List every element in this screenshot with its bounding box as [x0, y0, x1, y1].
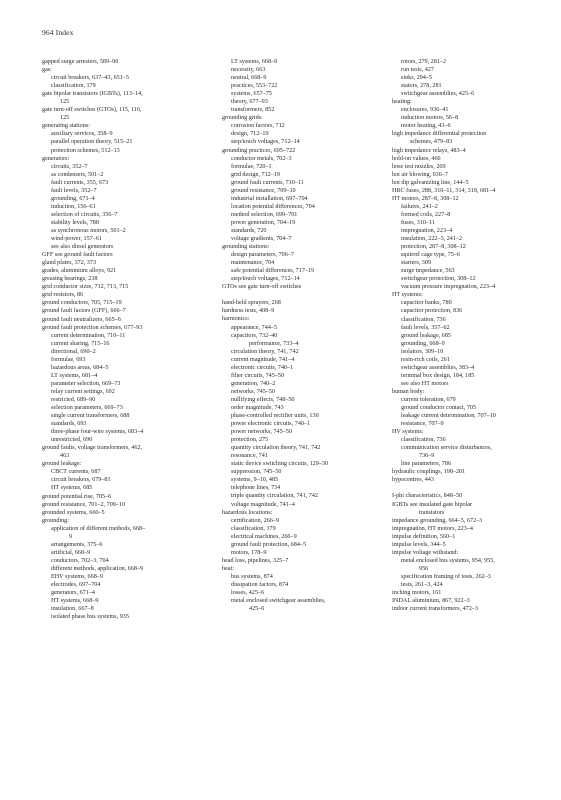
index-subentry: stators, 278, 281: [401, 83, 442, 90]
index-subentry: protection, 287–8, 308–12: [401, 244, 466, 251]
index-subentry: step/touch voltages, 712–14: [231, 276, 300, 283]
index-subentry: losses, 425–6: [231, 590, 265, 597]
index-entry: GFF see ground fault factors: [42, 252, 113, 259]
index-entry: human body:: [392, 388, 425, 395]
index-subentry: design parameters, 706–7: [231, 252, 294, 259]
index-subentry: arrangements, 375–6: [51, 541, 103, 548]
index-subentry: 125: [60, 99, 70, 106]
index-subentry: restricted, 689–90: [51, 396, 96, 403]
index-subentry: systems, 657–75: [231, 91, 272, 98]
index-entry: grounding grids:: [222, 115, 263, 122]
index-subentry: protection schemes, 512–13: [51, 147, 120, 154]
index-subentry: corrosion factors, 712: [231, 123, 285, 130]
index-entry: ground potential rise, 705–6: [42, 493, 112, 500]
index-subentry: fault levels, 357–62: [401, 324, 450, 331]
index-subentry: voltage gradients, 704–7: [231, 236, 292, 243]
index-subentry: specification framing of tests, 262–3: [401, 573, 491, 580]
page-number: 964: [42, 28, 54, 37]
index-entry: high impedance relays, 483–4: [392, 147, 466, 154]
index-subentry: vacuum pressure impregnation, 223–4: [401, 284, 496, 291]
index-subentry: grounding, 668–9: [401, 340, 445, 347]
index-subentry: tests, 261–3, 424: [401, 582, 443, 588]
index-subentry: suppression, 745–50: [231, 469, 282, 476]
index-subentry: leakage current determination, 707–10: [401, 413, 496, 420]
index-subentry: classification, 736: [401, 316, 446, 323]
index-subentry: transformers, 852: [231, 107, 275, 114]
index-subentry: 425–6: [249, 606, 265, 613]
index-subentry: step/touch voltages, 712–14: [231, 139, 300, 146]
index-subentry: grounding, 671–4: [51, 195, 95, 202]
index-subentry: circuits, 352–7: [51, 163, 88, 170]
index-entry: IGBTs see insulated gate bipolar: [392, 501, 473, 508]
index-subentry: generators, 671–4: [51, 590, 95, 597]
index-subentry: filter circuits, 745–50: [231, 372, 285, 379]
index-subentry: 736–9: [419, 453, 435, 460]
index-subentry: current magnitude, 741–4: [231, 356, 295, 363]
index-entry: grounding practices, 695–722: [222, 147, 296, 154]
index-subentry: CBCT currents, 687: [51, 469, 101, 476]
letter-gap: [392, 484, 542, 492]
index-subentry: ground resistance, 709–10: [231, 187, 296, 194]
index-subentry: 9: [69, 533, 73, 540]
index-entry: HV systems:: [392, 429, 424, 436]
index-subentry: switchgear assemblies, 425–6: [401, 91, 475, 98]
index-subentry: isolated phase bus systems, 935: [51, 614, 129, 621]
index-subentry: performance, 733–4: [249, 340, 299, 347]
index-subentry: order magnitude, 743: [231, 404, 284, 411]
index-subentry: wind-power, 157–61: [51, 236, 102, 243]
index-subentry: failures, 241–2: [401, 203, 438, 210]
index-subentry: motors, 178–9: [231, 549, 267, 556]
index-subentry: parallel operation theory, 515–21: [51, 139, 133, 146]
index-entry: heating:: [392, 99, 412, 106]
index-subentry: LT systems, 681–4: [51, 372, 98, 379]
index-subentry: hazardous areas, 684–5: [51, 364, 109, 371]
index-subentry: current determination, 710–11: [51, 332, 126, 339]
index-subentry: rotors, 279, 281–2: [401, 59, 447, 65]
index-subentry: HT systems, 668–9: [51, 598, 99, 605]
index-subentry: classification, 179: [231, 525, 276, 532]
index-subentry: stability levels, 788: [51, 219, 99, 226]
index-entry: heat:: [222, 565, 234, 572]
index-entry: impedance grounding, 664–5, 672–3: [392, 517, 483, 524]
index-subentry: see also diesel generators: [51, 244, 114, 251]
index-entry: high impedance differential protection: [392, 131, 487, 138]
index-subentry: communication service disturbances,: [401, 445, 492, 452]
index-subentry: circulation theory, 741, 742: [231, 348, 299, 355]
index-subentry: dissipation factors, 874: [231, 582, 289, 588]
index-subentry: electronic circuits, 740–1: [231, 364, 294, 371]
index-entry: grounding:: [42, 517, 69, 524]
index-subentry: networks, 745–50: [231, 388, 276, 395]
index-subentry: see also HT motors: [401, 380, 449, 387]
index-entry: I-phi characteristics, 848–50: [392, 493, 463, 500]
index-entry: HRC fuses, 288, 310–11, 314, 318, 681–4: [392, 187, 496, 194]
index-subentry: schemes, 479–83: [410, 139, 453, 146]
index-heading: Index: [55, 28, 74, 37]
index-entry: indoor current transformers, 472–3: [392, 606, 478, 613]
index-subentry: motor heating, 43–6: [401, 123, 451, 130]
index-subentry: as synchronous motors, 501–2: [51, 227, 126, 234]
index-subentry: systems, 9–10, 485: [231, 477, 279, 484]
index-entry: ground conductors, 705, 715–19: [42, 300, 122, 307]
index-entry: impulse definition, 560–1: [392, 533, 456, 540]
letter-gap: [222, 291, 390, 299]
index-subentry: LT systems, 668–9: [231, 59, 278, 65]
index-entry: head loss, pipelines, 325–7: [222, 557, 289, 564]
index-subentry: location potential differences, 704: [231, 203, 315, 210]
index-subentry: EHV systems, 668–9: [51, 574, 103, 580]
index-subentry: certification, 266–9: [231, 517, 280, 524]
index-subentry: generation, 740–2: [231, 380, 276, 387]
index-subentry: insulation, 667–8: [51, 606, 94, 613]
index-subentry: formulae, 693: [51, 356, 86, 363]
index-subentry: parameter selection, 669–73: [51, 380, 121, 387]
index-subentry: relay current settings, 692: [51, 388, 115, 395]
index-subentry: power generation, 704–19: [231, 219, 296, 226]
index-subentry: enclosures, 936–41: [401, 107, 449, 114]
index-subentry: artificial, 668–9: [51, 549, 91, 556]
index-entry: gate turn-off switches (GTOs), 115, 116,: [42, 107, 142, 114]
index-subentry: ground fault protection, 684–5: [231, 541, 307, 548]
index-entry: ground resistance, 701–2, 709–10: [42, 501, 126, 508]
index-subentry: formed coils, 227–8: [401, 211, 451, 218]
index-column-3: [392, 58, 542, 613]
page-header: [42, 28, 74, 37]
index-entry: gland plates, 372, 373: [42, 260, 97, 267]
index-entry: HT motors, 287–8, 308–12: [392, 195, 459, 202]
index-subentry: classification, 736: [401, 437, 446, 444]
index-entry: GTOs see gate turn-off switches: [222, 284, 302, 291]
index-entry: harmonics:: [222, 316, 250, 323]
index-subentry: switchgear protection, 308–12: [401, 276, 476, 283]
index-entry: ground fault factors (GFF), 666–7: [42, 308, 126, 315]
index-subentry: switchgear assemblies, 383–4: [401, 364, 475, 371]
index-subentry: fault levels, 352–7: [51, 187, 97, 194]
index-subentry: as condensers, 501–2: [51, 171, 104, 178]
index-subentry: squirrel cage type, 75–6: [401, 252, 460, 259]
index-subentry: ground conductor contact, 705: [401, 405, 477, 412]
index-subentry: phase-controlled rectifier units, 130: [231, 413, 319, 420]
index-subentry: fault currents, 355, 673: [51, 179, 109, 186]
index-entry: INDAL aluminium, 867, 922–3: [392, 598, 470, 605]
index-subentry: auxiliary services, 358–9: [51, 131, 113, 138]
index-subentry: induction, 156–61: [51, 203, 96, 210]
index-entry: gas:: [42, 67, 52, 74]
index-subentry: triple quantity circulation, 741, 742: [231, 493, 318, 500]
index-entry: hand-held sprayers, 268: [222, 300, 281, 307]
index-subentry: conductors, 702–3, 704: [51, 557, 109, 564]
index-subentry: line parameters, 786: [401, 461, 451, 468]
index-subentry: ground leakage, 685: [401, 332, 451, 339]
index-subentry: necessity, 663: [231, 67, 266, 74]
index-subentry: theory, 677–93: [231, 99, 268, 106]
index-subentry: resonance, 741: [231, 453, 268, 460]
index-subentry: standards, 720: [231, 227, 267, 234]
index-subentry: resin-rich coils, 261: [401, 356, 450, 363]
index-subentry: terminal box design, 184, 185: [401, 372, 475, 379]
index-subentry: insulation, 222–3, 241–2: [401, 236, 463, 243]
index-subentry: method selection, 699–701: [231, 211, 298, 218]
index-entry: grid resistors, 86: [42, 292, 84, 299]
index-column-1: [42, 58, 210, 621]
index-subentry: selection parameters, 669–73: [51, 405, 123, 412]
index-subentry: resistance, 707–9: [401, 421, 444, 428]
index-entry: hold-on values, 466: [392, 155, 441, 162]
index-entry: grades, aluminium alloys, 921: [42, 268, 117, 275]
index-subentry: nullifying effects, 748–50: [231, 396, 295, 403]
index-entry: impregnation, HT motors, 223–4: [392, 525, 473, 532]
index-subentry: selection of circuits, 356–7: [51, 211, 118, 218]
index-subentry: standards, 693: [51, 421, 87, 428]
index-subentry: HT systems, 685: [51, 485, 93, 492]
index-subentry: isolators, 309–10: [401, 348, 444, 355]
index-subentry: static device switching circuits, 129–30: [231, 461, 329, 468]
index-column-2: [222, 58, 390, 613]
index-subentry: circuit breakers, 637–43, 651–5: [51, 75, 129, 82]
index-subentry: circuit breakers, 679–81: [51, 477, 111, 484]
index-subentry: current toleration, 679: [401, 396, 456, 403]
index-subentry: sinks, 294–5: [401, 75, 433, 82]
index-subentry: surge impedance, 563: [401, 268, 455, 275]
index-subentry: power electronic circuits, 740–1: [231, 421, 311, 428]
index-subentry: starters, 309: [401, 260, 432, 267]
index-subentry: 125: [60, 115, 70, 122]
index-subentry: transistors: [419, 509, 445, 516]
index-subentry: classification, 179: [51, 83, 96, 90]
index-subentry: 463: [60, 453, 70, 460]
index-entry: hydraulic couplings, 198–201: [392, 469, 466, 476]
index-subentry: impregnation, 223–4: [401, 227, 453, 234]
index-entry: gate bipolar transistors (IGBTs), 113–14,: [42, 91, 143, 98]
index-entry: inching motors, 161: [392, 590, 442, 597]
index-subentry: grid design, 712–19: [231, 171, 280, 178]
index-subentry: neutral, 668–9: [231, 75, 267, 82]
index-entry: hazardous locations:: [222, 509, 273, 516]
index-subentry: capacitor protection, 836: [401, 308, 463, 315]
index-subentry: metal enclosed switchgear assemblies,: [231, 598, 326, 605]
index-entry: hypocentres, 443: [392, 477, 434, 484]
index-entry: ground fault neutralizers, 665–6: [42, 316, 121, 323]
index-subentry: fuses, 310–11: [401, 219, 435, 226]
index-subentry: practices, 553–722: [231, 83, 278, 90]
index-subentry: 956: [419, 565, 429, 572]
index-subentry: three-phase four-wire systems, 683–4: [51, 429, 144, 436]
index-entry: grounded systems, 660–5: [42, 509, 105, 516]
index-subentry: application of different methods, 668–: [51, 525, 146, 532]
index-subentry: design, 712–19: [231, 131, 269, 138]
index-subentry: formulae, 720–1: [231, 163, 272, 170]
index-entry: hot air blowing, 936–7: [392, 171, 448, 178]
index-entry: ground leakage:: [42, 461, 82, 468]
index-entry: impulse levels, 344–5: [392, 541, 446, 548]
index-subentry: protection, 275: [231, 437, 269, 444]
index-entry: grounding stations:: [222, 244, 270, 251]
index-entry: HT systems:: [392, 292, 423, 299]
index-subentry: industrial installation, 697–704: [231, 195, 308, 202]
index-entry: ground fault protection schemes, 677–93: [42, 324, 143, 331]
index-subentry: ground fault currents, 710–11: [231, 179, 304, 186]
index-subentry: directional, 690–2: [51, 348, 96, 355]
index-subentry: voltage magnitude, 741–4: [231, 501, 295, 508]
index-subentry: metal enclosed bus systems, 954, 955,: [401, 557, 495, 564]
index-subentry: electrodes, 697–704: [51, 582, 101, 589]
index-subentry: safe potential differences, 717–19: [231, 268, 315, 275]
index-entry: greasing bearings, 238: [42, 276, 98, 283]
index-subentry: electrical machines, 266–9: [231, 533, 297, 540]
index-subentry: bus systems, 874: [231, 573, 273, 580]
index-entry: hardness tests, 408–9: [222, 308, 275, 315]
index-subentry: induction motors, 56–8: [401, 115, 459, 122]
index-subentry: current sharing, 715–16: [51, 340, 110, 347]
index-entry: hose test nozzles, 269: [392, 163, 446, 170]
index-entry: generating stations:: [42, 123, 90, 130]
index-subentry: appearance, 744–5: [231, 324, 278, 331]
index-subentry: different methods, application, 668–9: [51, 565, 144, 572]
index-subentry: conductor metals, 702–3: [231, 155, 292, 162]
index-subentry: quantity circulation theory, 741, 742: [231, 445, 321, 452]
index-subentry: telephone lines, 734: [231, 485, 281, 492]
index-subentry: single current transformers, 688: [51, 413, 130, 420]
index-entry: hot dip galvanizing line, 144–5: [392, 179, 469, 186]
index-subentry: run tests, 427: [401, 67, 434, 74]
index-subentry: unrestricted, 690: [51, 437, 93, 444]
index-subentry: capacitors, 732–40: [231, 332, 278, 339]
index-subentry: maintenance, 704: [231, 260, 275, 267]
index-entry: ground faults, voltage transformers, 462,: [42, 445, 143, 452]
index-entry: generators:: [42, 155, 70, 162]
index-subentry: power networks, 745–50: [231, 429, 292, 436]
index-entry: grid conductor sizes, 712, 713, 715: [42, 284, 129, 291]
index-subentry: capacitor banks, 780: [401, 300, 452, 307]
index-entry: gapped surge arresters, 589–90: [42, 59, 119, 65]
index-entry: impulse voltage withstand:: [392, 549, 459, 556]
